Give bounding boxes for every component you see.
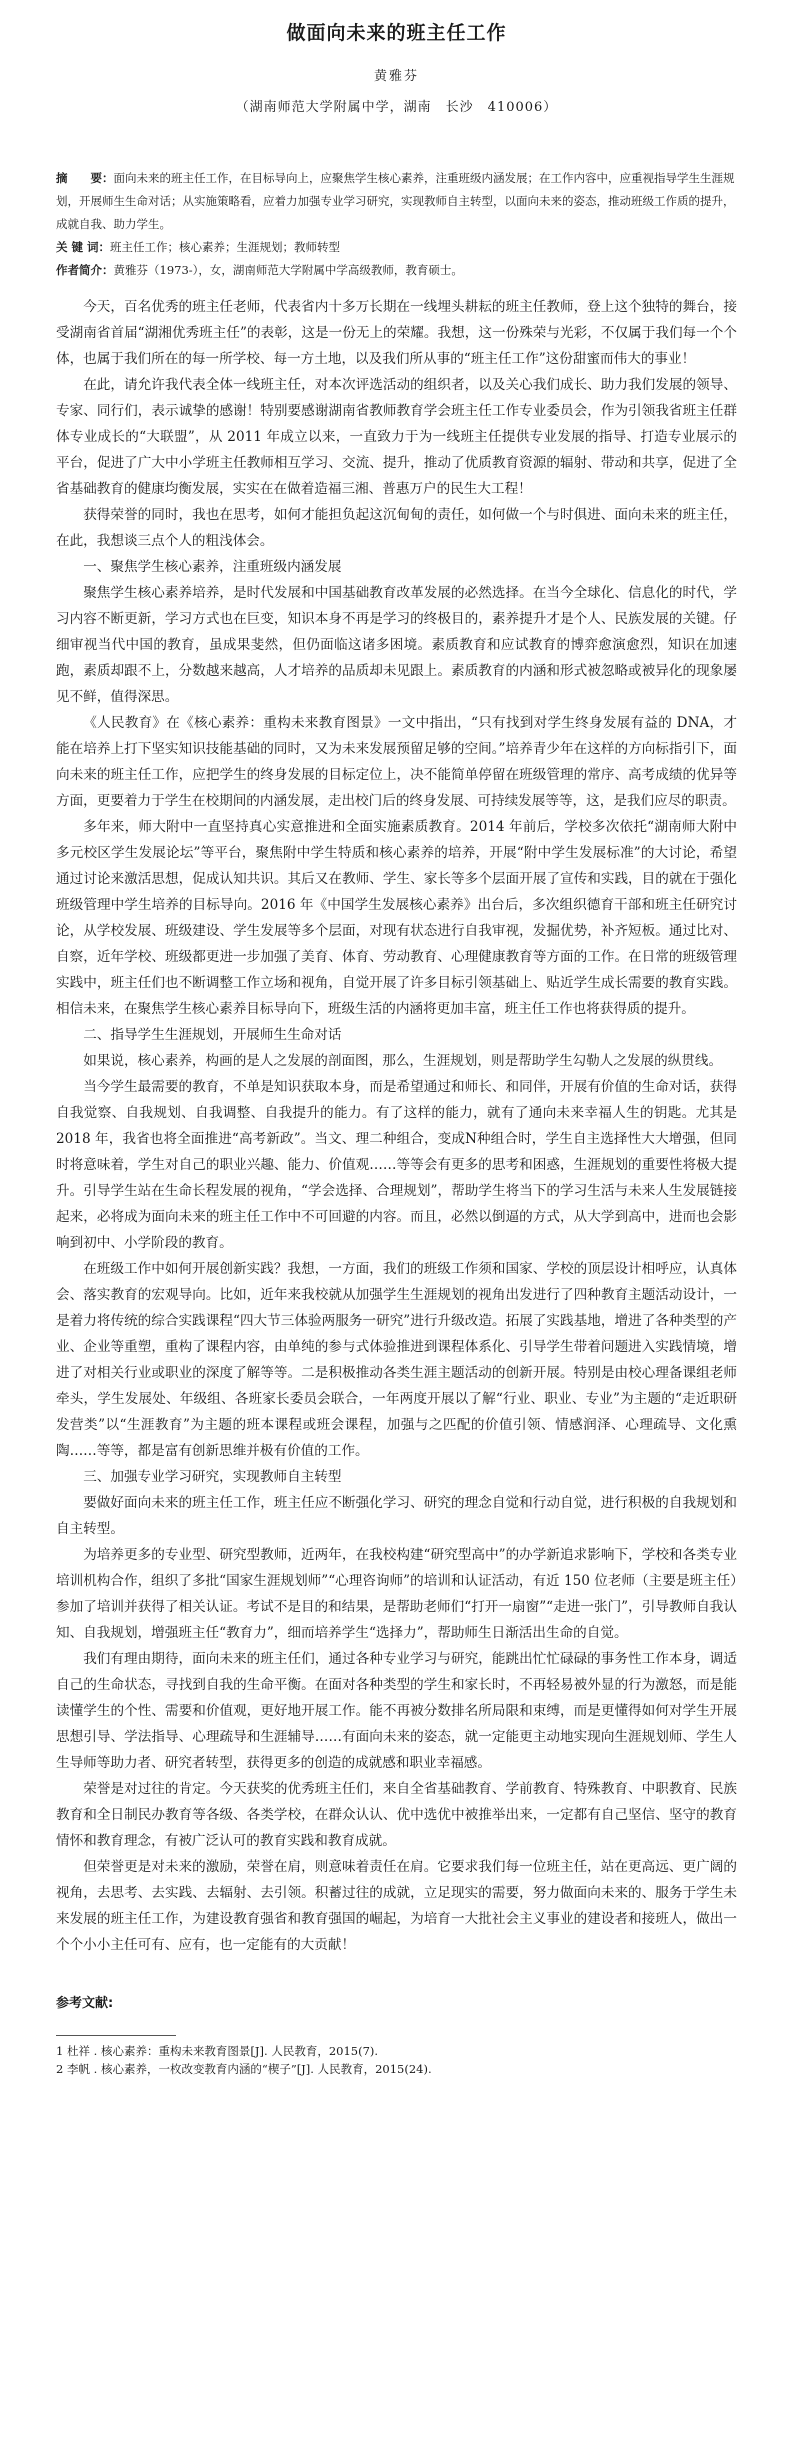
article-meta [56, 167, 737, 282]
abstract-label: 摘 要： [56, 171, 114, 185]
body-paragraph: 今天，百名优秀的班主任老师，代表省内十多万长期在一线埋头耕耘的班主任教师，登上这个独特的舞台，接受湖南省首届“湖湘优秀班主任”的表彰，这是一份无上的荣耀。我想，这一份殊荣与光彩，不仅属于我们每一个个体，也属于我们所在的每一所学校、每一方土地，以及我们所从事的“班主任工作”这份甜蜜而伟大的事业！ [56, 299, 737, 367]
body-paragraph: 如果说，核心素养，构画的是人之发展的剖面图，那么，生涯规划，则是帮助学生勾勒人之发展的纵贯线。 [83, 1053, 723, 1069]
section-heading: 三、加强专业学习研究，实现教师自主转型 [83, 1469, 342, 1485]
section-heading: 二、指导学生生涯规划，开展师生生命对话 [83, 1027, 342, 1043]
author-note-text: 黄雅芬（1973-），女，湖南师范大学附属中学高级教师，教育硕士。 [113, 263, 463, 277]
reference-item: 2 李帆 . 核心素养，一枚改变教育内涵的“楔子”[J]. 人民教育，2015(24). [56, 2062, 432, 2076]
section-heading: 一、聚焦学生核心素养，注重班级内涵发展 [83, 559, 342, 575]
keywords-label: 关 键 词： [56, 240, 111, 254]
references-divider [56, 2035, 176, 2036]
reference-item: 1 杜祥 . 核心素养：重构未来教育图景[J]. 人民教育，2015(7). [56, 2044, 379, 2058]
body-paragraph: 多年来，师大附中一直坚持真心实意推进和全面实施素质教育。2014 年前后，学校多次依托“湖南师大附中多元校区学生发展论坛”等平台，聚焦附中学生特质和核心素养的培养，开展“附中学生发展标准”的大讨论，希望通过讨论来激活思想，促成认知共识。其后又在教师、学生、家长等多个层面开展了宣传和实践，目的就在于强化班级管理中学生培养的目标导向。2016 年《中国学生发展核心素养》出台后，多次组织德育干部和班主任研究讨论，从学校发展、班级建设、学生发展等多个层面，对现有状态进行自我审视，发掘优势，补齐短板。通过比对、自察，近年学校、班级都更进一步加强了美育、体育、劳动教育、心理健康教育等方面的工作。在日常的班级管理实践中，班主任们也不断调整工作立场和视角，自觉开展了许多目标引领基础上、贴近学生成长需要的教育实践。相信未来，在聚焦学生核心素养目标导向下，班级生活的内涵将更加丰富，班主任工作也将获得质的提升。 [56, 819, 737, 1017]
keywords [56, 236, 737, 259]
body-paragraph: 为培养更多的专业型、研究型教师，近两年，在我校构建“研究型高中”的办学新追求影响下，学校和各类专业培训机构合作，组织了多批“国家生涯规划师”“心理咨询师”的培训和认证活动，有近 150 位老师（主要是班主任）参加了培训并获得了相关认证。考试不是目的和结果，是帮助老师们“打开一扇窗”“走进一张门”，引导教师自我认知、自我规划，增强班主任“教育力”，细而培养学生“选择力”，帮助师生日渐活出生命的自觉。 [56, 1547, 737, 1641]
body-paragraph: 聚焦学生核心素养培养，是时代发展和中国基础教育改革发展的必然选择。在当今全球化、信息化的时代，学习内容不断更新，学习方式也在巨变，知识本身不再是学习的终极目的，素养提升才是个人、民族发展的关键。仔细审视当代中国的教育，虽成果斐然，但仍面临这诸多困境。素质教育和应试教育的博弈愈演愈烈，知识在加速跑，素质却跟不上，分数越来越高，人才培养的品质却未见跟上。素质教育的内涵和形式被忽略或被异化的现象屡见不鲜，值得深思。 [56, 585, 737, 705]
references [56, 1992, 737, 2078]
abstract [56, 167, 737, 236]
article-body [56, 294, 737, 1958]
body-paragraph: 在此，请允许我代表全体一线班主任，对本次评选活动的组织者，以及关心我们成长、助力我们发展的领导、专家、同行们，表示诚挚的感谢！特别要感谢湖南省教师教育学会班主任工作专业委员会，作为引领我省班主任群体专业成长的“大联盟”，从 2011 年成立以来，一直致力于为一线班主任提供专业发展的指导、打造专业展示的平台，促进了广大中小学班主任教师相互学习、交流、提升，推动了优质教育资源的辐射、带动和共享，促进了全省基础教育的健康均衡发展，实实在在做着造福三湘、普惠万户的民生大工程！ [56, 377, 737, 497]
body-paragraph: 我们有理由期待，面向未来的班主任们，通过各种专业学习与研究，能跳出忙忙碌碌的事务性工作本身，调适自己的生命状态，寻找到自我的生命平衡。在面对各种类型的学生和家长时，不再轻易被外显的行为激怒，而是能读懂学生的个性、需要和价值观，更好地开展工作。能不再被分数排名所局限和束缚，而是更懂得如何对学生开展思想引导、学法指导、心理疏导和生涯辅导……有面向未来的姿态，就一定能更主动地实现向生涯规划师、学生人生导师等助力者、研究者转型，获得更多的创造的成就感和职业幸福感。 [56, 1651, 737, 1771]
author-name: 黄雅芬 [373, 69, 419, 84]
body-paragraph: 获得荣誉的同时，我也在思考，如何才能担负起这沉甸甸的责任，如何做一个与时俱进、面向未来的班主任，在此，我想谈三点个人的粗浅体会。 [56, 507, 737, 549]
keywords-text: 班主任工作；核心素养；生涯规划；教师转型 [110, 240, 341, 254]
body-paragraph: 但荣誉更是对未来的激励，荣誉在肩，则意味着责任在肩。它要求我们每一位班主任，站在更高远、更广阔的视角，去思考、去实践、去辐射、去引领。积蓄过往的成就，立足现实的需要，努力做面向未来的、服务于学生未来发展的班主任工作，为建设教育强省和教育强国的崛起，为培育一大批社会主义事业的建设者和接班人，做出一个个小小主任可有、应有，也一定能有的大贡献！ [56, 1859, 737, 1953]
references-title: 参考文献: [56, 1996, 114, 2011]
body-paragraph: 在班级工作中如何开展创新实践？我想，一方面，我们的班级工作须和国家、学校的顶层设计相呼应，认真体会、落实教育的宏观导向。比如，近年来我校就从加强学生生涯规划的视角出发进行了四种教育主题活动设计，一是着力将传统的综合实践课程“四大节三体验两服务一研究”进行升级改造。拓展了实践基地，增进了各种类型的产业、企业等重塑，重构了课程内容，由单纯的参与式体验推进到课程体系化、引导学生带着问题进入实践情境，增进了对相关行业或职业的深度了解等等。二是积极推动各类生涯主题活动的创新开展。特别是由校心理备课组老师牵头，学生发展处、年级组、各班家长委员会联合，一年两度开展以了解“行业、职业、专业”为主题的“走近职研发营类”以“生涯教育”为主题的班本课程或班会课程，加强与之匹配的价值引领、情感润泽、心理疏导、文化熏陶……等等，都是富有创新思维并极有价值的工作。 [56, 1261, 737, 1459]
author-note [56, 259, 737, 282]
body-paragraph: 《人民教育》在《核心素养：重构未来教育图景》一文中指出，“只有找到对学生终身发展有益的 DNA，才能在培养上打下坚实知识技能基础的同时，又为未来发展预留足够的空间。”培养青少年在这样的方向标指引下，面向未来的班主任工作，应把学生的终身发展的目标定位上，决不能简单停留在班级管理的常序、高考成绩的优异等方面，更要着力于学生在校期间的内涵发展，走出校门后的终身发展、可持续发展等等，这，是我们应尽的职责。 [56, 715, 737, 809]
body-paragraph: 要做好面向未来的班主任工作，班主任应不断强化学习、研究的理念自觉和行动自觉，进行积极的自我规划和自主转型。 [56, 1495, 737, 1537]
author-affiliation: （湖南师范大学附属中学，湖南 长沙 410006） [235, 100, 558, 115]
abstract-text: 面向未来的班主任工作，在目标导向上，应聚焦学生核心素养，注重班级内涵发展；在工作内容中，应重视指导学生生涯规划，开展师生生命对话；从实施策略看，应着力加强专业学习研究，实现教师自主转型，以面向未来的姿态，推动班级工作质的提升，成就自我、助力学生。 [56, 171, 735, 231]
author-note-label: 作者简介： [56, 263, 114, 277]
article-title: 做面向未来的班主任工作 [286, 22, 507, 44]
body-paragraph: 当今学生最需要的教育，不单是知识获取本身，而是希望通过和师长、和同伴，开展有价值的生命对话，获得自我觉察、自我规划、自我调整、自我提升的能力。有了这样的能力，就有了通向未来幸福人生的钥匙。尤其是 2018 年，我省也将全面推进“高考新政”。当文、理二种组合，变成N种组合时，学生自主选择性大大增强，但同时将意味着，学生对自己的职业兴趣、能力、价值观……等等会有更多的思考和困惑，生涯规划的重要性将极大提升。引导学生站在生命长程发展的视角，“学会选择、合理规划”，帮助学生将当下的学习生活与未来人生发展链接起来，必将成为面向未来的班主任工作中不可回避的内容。而且，必然以倒逼的方式，从大学到高中，进而也会影响到初中、小学阶段的教育。 [56, 1079, 737, 1251]
body-paragraph: 荣誉是对过往的肯定。今天获奖的优秀班主任们，来自全省基础教育、学前教育、特殊教育、中职教育、民族教育和全日制民办教育等各级、各类学校，在群众认认、优中选优中被推举出来，一定都有自己坚信、坚守的教育情怀和教育理念，有被广泛认可的教育实践和教育成就。 [56, 1781, 737, 1849]
